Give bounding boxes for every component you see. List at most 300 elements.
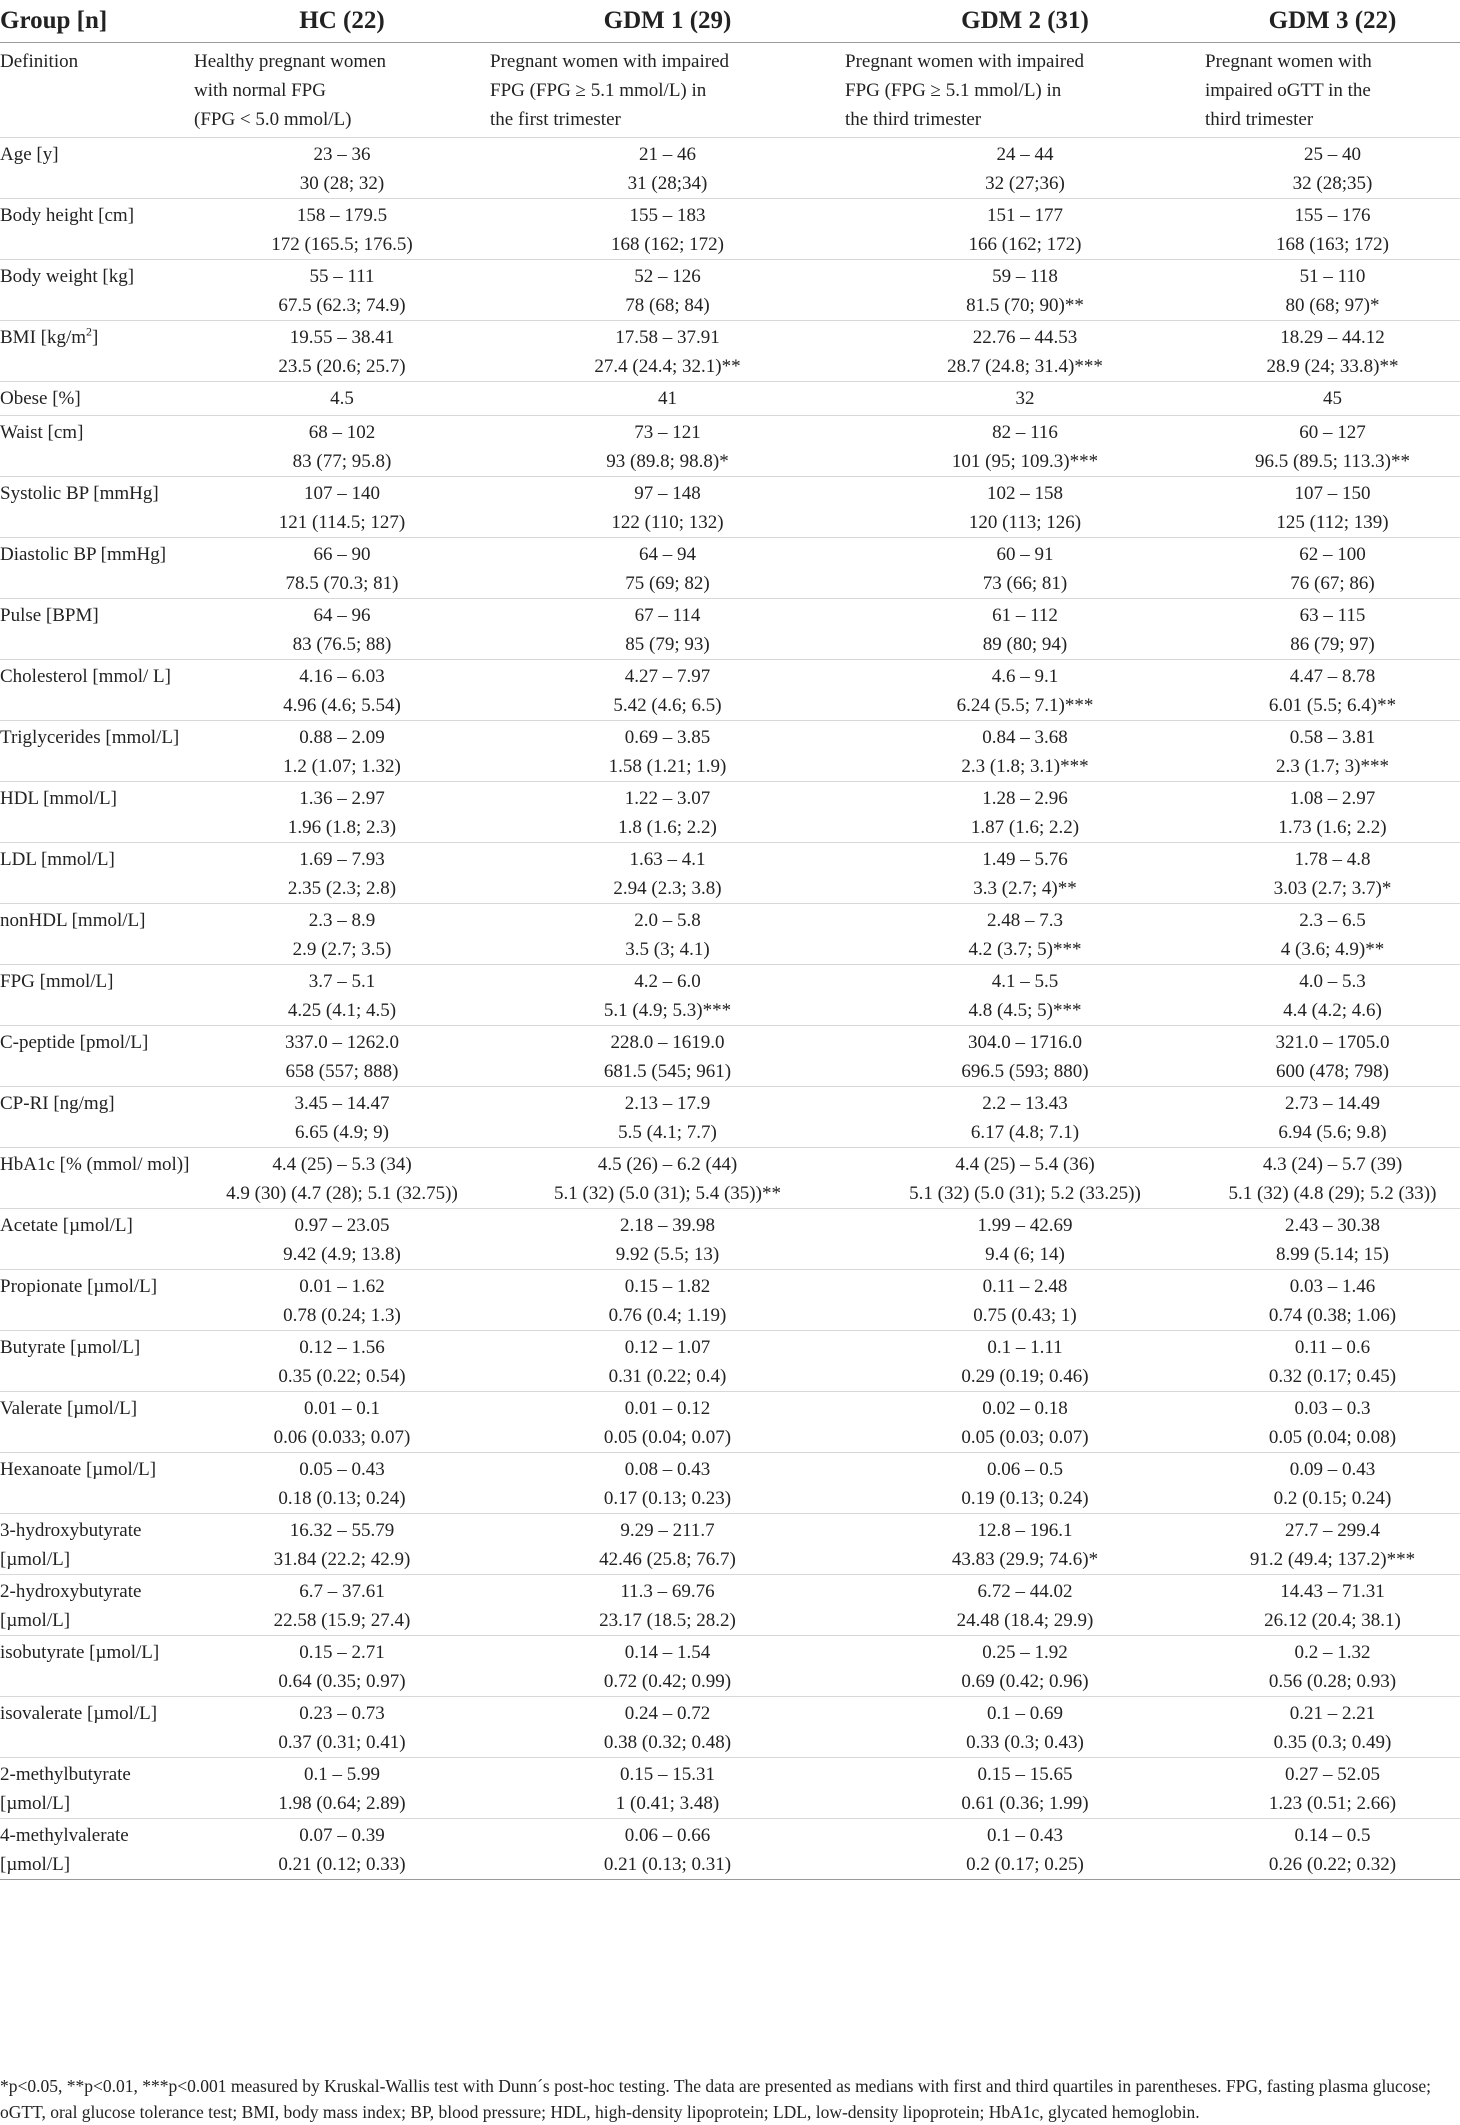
cell-hc [194,965,490,1026]
cell-hc [194,1758,490,1819]
cell-hc [194,1575,490,1636]
cell-gdm2 [845,1453,1205,1514]
value-median: 2.3 (1.7; 3)*** [1276,756,1389,777]
value-range: 4.6 – 9.1 [991,666,1059,687]
value-median: 0.35 (0.3; 0.49) [1273,1732,1392,1753]
cell-gdm1 [490,199,845,260]
value-range: 0.01 – 0.1 [304,1398,380,1419]
value-range: 51 – 110 [1299,266,1366,287]
cell-gdm3 [1205,260,1460,321]
table-row [0,416,1460,477]
value-median: 93 (89.8; 98.8)* [606,451,729,472]
value-median: 5.5 (4.1; 7.7) [618,1122,717,1143]
value-median: 0.38 (0.32; 0.48) [603,1732,732,1753]
value-range: 155 – 183 [629,205,706,226]
value-median: 1.2 (1.07; 1.32) [283,756,401,777]
value-median: 78.5 (70.3; 81) [285,573,399,594]
value-median: 1 (0.41; 3.48) [615,1793,720,1814]
row-label [0,1819,194,1880]
cell-gdm1 [490,1148,845,1209]
cell-gdm1 [490,1758,845,1819]
cell-gdm1 [490,1636,845,1697]
value-median: 0.37 (0.31; 0.41) [278,1732,406,1753]
table-row [0,660,1460,721]
value-range: 1.22 – 3.07 [624,788,711,809]
table-header [0,0,1460,43]
cell-gdm3 [1205,1514,1460,1575]
value-median: 91.2 (49.4; 137.2)*** [1249,1549,1416,1570]
value-median: 166 (162; 172) [968,234,1082,255]
cell-gdm3 [1205,965,1460,1026]
header-hc: HC (22) [194,0,490,43]
cell-hc [194,1697,490,1758]
cell-hc [194,477,490,538]
cell-gdm2 [845,1209,1205,1270]
value-range: 6.7 – 37.61 [299,1581,385,1602]
cell-gdm2 [845,1331,1205,1392]
value-median: 43.83 (29.9; 74.6)* [951,1549,1099,1570]
cell-hc [194,1514,490,1575]
value-range: 3.45 – 14.47 [294,1093,390,1114]
row-label [0,1148,194,1209]
table-row [0,1697,1460,1758]
cell-hc [194,321,490,382]
value-median: 2.94 (2.3; 3.8) [613,878,722,899]
value-range: 4.27 – 7.97 [624,666,711,687]
cell-hc [194,599,490,660]
value-range: 52 – 126 [634,266,701,287]
table-row [0,321,1460,382]
cell-gdm1 [490,1209,845,1270]
cell-gdm2 [845,382,1205,416]
value-median: 0.75 (0.43; 1) [973,1305,1077,1326]
value-range: 82 – 116 [992,422,1058,443]
table-row [0,1026,1460,1087]
value-range: 0.09 – 0.43 [1289,1459,1376,1480]
row-label-text: 2-methylbutyrate [µmol/L] [0,1764,131,1814]
row-label [0,1758,194,1819]
row-label-text: Body weight [kg] [0,266,135,287]
value-range: 0.01 – 0.12 [624,1398,711,1419]
value-range: 304.0 – 1716.0 [968,1032,1082,1053]
value-range: 60 – 91 [996,544,1054,565]
value-median: 0.05 (0.04; 0.07) [603,1427,732,1448]
value-range: 61 – 112 [992,605,1058,626]
cell-gdm3 [1205,1758,1460,1819]
value-range: 107 – 140 [304,483,380,504]
value-range: 0.15 – 15.65 [977,1764,1073,1785]
row-label [0,904,194,965]
cell-gdm3 [1205,1331,1460,1392]
cell-gdm2 [845,1697,1205,1758]
value-median: 85 (79; 93) [625,634,710,655]
row-label-text: HbA1c [% (mmol/ mol)] [0,1154,190,1175]
value-range: 0.05 – 0.43 [299,1459,385,1480]
value-range: 4.47 – 8.78 [1289,666,1376,687]
definition-line: Pregnant women with impaired [845,51,1085,72]
row-label [0,1392,194,1453]
value-median: 80 (68; 97)* [1285,295,1380,316]
value-range: 64 – 94 [639,544,696,565]
value-range: 4.2 – 6.0 [634,971,701,992]
value-median: 4.96 (4.6; 5.54) [283,695,401,716]
header-group: Group [n] [0,0,194,43]
value-median: 0.19 (0.13; 0.24) [961,1488,1089,1509]
cell-gdm1 [490,904,845,965]
row-label [0,199,194,260]
row-label [0,965,194,1026]
value-range: 63 – 115 [1299,605,1366,626]
value-range: 0.21 – 2.21 [1289,1703,1376,1724]
cell-gdm3 [1205,660,1460,721]
cell-gdm1 [490,660,845,721]
cell-hc [194,1087,490,1148]
value-median: 696.5 (593; 880) [961,1061,1089,1082]
cell-gdm2 [845,843,1205,904]
row-label-text: Systolic BP [mmHg] [0,483,159,504]
value-range: 321.0 – 1705.0 [1275,1032,1390,1053]
cell-gdm1 [490,1819,845,1880]
table-row [0,599,1460,660]
row-label-text: HDL [mmol/L] [0,788,117,809]
row-label-text: Waist [cm] [0,422,84,443]
cell-gdm1 [490,138,845,199]
cell-gdm3 [1205,1453,1460,1514]
value-median: 3.3 (2.7; 4)** [973,878,1077,899]
value-median: 681.5 (545; 961) [603,1061,732,1082]
value-median: 28.9 (24; 33.8)** [1266,356,1399,377]
value-range: 151 – 177 [987,205,1063,226]
value-range: 0.58 – 3.81 [1289,727,1376,748]
table-row [0,904,1460,965]
value-median: 125 (112; 139) [1276,512,1389,533]
value-median: 67.5 (62.3; 74.9) [278,295,406,316]
cell-hc [194,843,490,904]
value-median: 28.7 (24.8; 31.4)*** [947,356,1103,377]
value-range: 1.49 – 5.76 [982,849,1068,870]
value-range: 1.99 – 42.69 [977,1215,1073,1236]
definition-line: FPG (FPG ≥ 5.1 mmol/L) in [490,80,707,101]
cell-gdm1 [490,538,845,599]
cell-gdm1 [490,477,845,538]
value-median: 75 (69; 82) [625,573,710,594]
value-median: 120 (113; 126) [968,512,1082,533]
cell-gdm3 [1205,321,1460,382]
value-median: 26.12 (20.4; 38.1) [1264,1610,1401,1631]
value-median: 1.73 (1.6; 2.2) [1278,817,1387,838]
value-median: 27.4 (24.4; 32.1)** [594,356,741,377]
cell-gdm2 [845,1636,1205,1697]
value-median: 6.24 (5.5; 7.1)*** [956,695,1094,716]
value-range: 0.06 – 0.5 [987,1459,1063,1480]
row-label-text: FPG [mmol/L] [0,971,114,992]
value-range: 66 – 90 [313,544,371,565]
cell-gdm3 [1205,1392,1460,1453]
value-median: 1.23 (0.51; 2.66) [1268,1793,1397,1814]
cell-hc [194,782,490,843]
cell-gdm3 [1205,1575,1460,1636]
value-median: 0.17 (0.13; 0.23) [603,1488,732,1509]
value-range: 6.72 – 44.02 [977,1581,1073,1602]
cell-gdm2 [845,538,1205,599]
table-row [0,721,1460,782]
definition-line: the third trimester [845,109,982,130]
value-median: 5.1 (32) (4.8 (29); 5.2 (33)) [1228,1183,1437,1204]
table-row [0,1270,1460,1331]
row-label [0,843,194,904]
row-label-text: BMI [kg/m [0,327,87,348]
row-label [0,477,194,538]
value-range: 18.29 – 44.12 [1280,327,1385,348]
row-label [0,1575,194,1636]
value-median: 0.29 (0.19; 0.46) [961,1366,1089,1387]
value-range: 22.76 – 44.53 [972,327,1078,348]
value-median: 0.06 (0.033; 0.07) [273,1427,411,1448]
definition-line: impaired oGTT in the [1205,80,1371,101]
value-median: 9.4 (6; 14) [985,1244,1065,1265]
definition-hc [194,43,490,138]
value-range: 155 – 176 [1294,205,1371,226]
table-row [0,1453,1460,1514]
row-label [0,1697,194,1758]
value-range: 21 – 46 [639,144,696,165]
value-range: 0.08 – 0.43 [624,1459,711,1480]
definition-line: FPG (FPG ≥ 5.1 mmol/L) in [845,80,1062,101]
definition-line: third trimester [1205,109,1314,130]
row-label [0,1636,194,1697]
cell-gdm2 [845,1026,1205,1087]
value-range: 17.58 – 37.91 [615,327,720,348]
value-range: 3.7 – 5.1 [308,971,376,992]
value-range: 0.84 – 3.68 [982,727,1068,748]
value-median: 0.74 (0.38; 1.06) [1268,1305,1397,1326]
definition-line: (FPG < 5.0 mmol/L) [194,109,352,130]
row-label-text: Pulse [BPM] [0,605,99,626]
row-label-text: Triglycerides [mmol/L] [0,727,180,748]
value-range: 2.0 – 5.8 [634,910,701,931]
value-median: 0.2 (0.17; 0.25) [966,1854,1084,1875]
table-row [0,1087,1460,1148]
cell-hc [194,1453,490,1514]
cell-gdm3 [1205,1819,1460,1880]
value-range: 0.23 – 0.73 [299,1703,385,1724]
value-median: 4.8 (4.5; 5)*** [968,1000,1082,1021]
value-median: 89 (80; 94) [982,634,1068,655]
cell-gdm2 [845,1392,1205,1453]
value-median: 6.01 (5.5; 6.4)** [1268,695,1397,716]
cell-hc [194,1331,490,1392]
value-range: 1.08 – 2.97 [1289,788,1376,809]
value-range: 1.69 – 7.93 [299,849,385,870]
cell-gdm3 [1205,416,1460,477]
value-median: 22.58 (15.9; 27.4) [273,1610,411,1631]
value-range: 0.14 – 1.54 [624,1642,711,1663]
cell-gdm3 [1205,1697,1460,1758]
value-median: 4.25 (4.1; 4.5) [287,1000,397,1021]
value-range: 45 [1323,388,1342,409]
row-label-text: C-peptide [pmol/L] [0,1032,149,1053]
cell-gdm1 [490,1392,845,1453]
value-median: 31 (28;34) [627,173,708,194]
table-row [0,843,1460,904]
table-row [0,1758,1460,1819]
value-median: 1.96 (1.8; 2.3) [287,817,397,838]
value-range: 0.15 – 1.82 [624,1276,711,1297]
value-median: 0.05 (0.04; 0.08) [1268,1427,1397,1448]
value-range: 14.43 – 71.31 [1280,1581,1385,1602]
cell-gdm3 [1205,1270,1460,1331]
value-range: 0.88 – 2.09 [299,727,385,748]
cell-hc [194,199,490,260]
value-median: 122 (110; 132) [611,512,724,533]
value-median: 76 (67; 86) [1290,573,1375,594]
definition-gdm2 [845,43,1205,138]
cell-gdm2 [845,782,1205,843]
value-median: 0.72 (0.42; 0.99) [603,1671,732,1692]
value-range: 0.12 – 1.07 [624,1337,711,1358]
cell-gdm3 [1205,382,1460,416]
value-median: 30 (28; 32) [299,173,385,194]
value-range: 64 – 96 [313,605,371,626]
value-median: 0.18 (0.13; 0.24) [278,1488,406,1509]
cell-gdm2 [845,1819,1205,1880]
value-median: 121 (114.5; 127) [278,512,406,533]
value-range: 0.15 – 2.71 [299,1642,385,1663]
row-label-text: Diastolic BP [mmHg] [0,544,167,565]
cell-gdm2 [845,965,1205,1026]
row-label [0,1026,194,1087]
row-label-text: Age [y] [0,144,59,165]
value-range: 59 – 118 [992,266,1058,287]
value-median: 1.8 (1.6; 2.2) [618,817,717,838]
cell-hc [194,1636,490,1697]
value-median: 0.76 (0.4; 1.19) [608,1305,727,1326]
definition-line: Pregnant women with impaired [490,51,730,72]
value-range: 0.15 – 15.31 [620,1764,715,1785]
value-range: 1.28 – 2.96 [982,788,1068,809]
value-range: 228.0 – 1619.0 [610,1032,725,1053]
value-median: 5.1 (32) (5.0 (31); 5.4 (35))** [554,1183,781,1204]
cell-gdm1 [490,321,845,382]
value-median: 1.58 (1.21; 1.9) [608,756,727,777]
row-label [0,538,194,599]
value-range: 0.14 – 0.5 [1294,1825,1371,1846]
row-label-text: Obese [%] [0,388,81,409]
value-range: 4.3 (24) – 5.7 (39) [1262,1154,1403,1175]
value-median: 24.48 (18.4; 29.9) [956,1610,1094,1631]
definition-line: the first trimester [490,109,621,130]
cell-gdm1 [490,1575,845,1636]
cell-gdm3 [1205,538,1460,599]
cell-hc [194,904,490,965]
value-range: 0.1 – 0.69 [987,1703,1063,1724]
cell-hc [194,416,490,477]
value-median: 1.87 (1.6; 2.2) [970,817,1080,838]
cell-gdm2 [845,904,1205,965]
value-range: 102 – 158 [987,483,1063,504]
value-range: 19.55 – 38.41 [289,327,395,348]
value-range: 25 – 40 [1304,144,1361,165]
value-range: 1.63 – 4.1 [629,849,706,870]
value-median: 168 (162; 172) [611,234,724,255]
value-median: 0.32 (0.17; 0.45) [1268,1366,1397,1387]
value-range: 1.78 – 4.8 [1294,849,1371,870]
definition-label: Definition [0,51,79,72]
value-median: 1.98 (0.64; 2.89) [278,1793,406,1814]
cell-gdm2 [845,477,1205,538]
value-range: 41 [658,388,677,409]
cell-gdm3 [1205,1087,1460,1148]
row-label [0,721,194,782]
definition-line: Healthy pregnant women [194,51,387,72]
value-range: 0.1 – 0.43 [987,1825,1063,1846]
value-range: 60 – 127 [1299,422,1366,443]
table-row [0,477,1460,538]
value-range: 0.02 – 0.18 [982,1398,1068,1419]
cell-hc [194,1026,490,1087]
cell-gdm1 [490,782,845,843]
table-row [0,1331,1460,1392]
cell-gdm2 [845,321,1205,382]
value-median: 86 (79; 97) [1290,634,1375,655]
row-label-text: Propionate [µmol/L] [0,1276,158,1297]
value-range: 67 – 114 [634,605,701,626]
header-gdm3: GDM 3 (22) [1205,0,1460,43]
value-range: 0.11 – 2.48 [982,1276,1068,1297]
cell-gdm3 [1205,199,1460,260]
cell-gdm2 [845,199,1205,260]
value-median: 5.1 (32) (5.0 (31); 5.2 (33.25)) [909,1183,1141,1204]
row-label-text: isobutyrate [µmol/L] [0,1642,160,1663]
value-median: 96.5 (89.5; 113.3)** [1255,451,1410,472]
row-label-text: Hexanoate [µmol/L] [0,1459,157,1480]
cell-gdm2 [845,1575,1205,1636]
value-median: 0.21 (0.13; 0.31) [603,1854,732,1875]
value-median: 73 (66; 81) [982,573,1068,594]
value-range: 0.03 – 1.46 [1289,1276,1376,1297]
cell-hc [194,1392,490,1453]
row-label-text: 3-hydroxybutyrate [µmol/L] [0,1520,142,1570]
cell-gdm1 [490,382,845,416]
row-label-text: CP-RI [ng/mg] [0,1093,115,1114]
value-median: 4.2 (3.7; 5)*** [968,939,1082,960]
table-row [0,782,1460,843]
value-median: 3.5 (3; 4.1) [625,939,710,960]
cell-gdm3 [1205,599,1460,660]
value-median: 9.92 (5.5; 13) [615,1244,720,1265]
header-gdm2: GDM 2 (31) [845,0,1205,43]
cell-hc [194,721,490,782]
cell-gdm1 [490,1514,845,1575]
row-label [0,1209,194,1270]
value-median: 2.9 (2.7; 3.5) [292,939,392,960]
value-range: 9.29 – 211.7 [620,1520,715,1541]
cell-gdm3 [1205,1209,1460,1270]
cell-gdm2 [845,660,1205,721]
value-range: 0.69 – 3.85 [624,727,711,748]
cell-gdm1 [490,1331,845,1392]
value-median: 2.3 (1.8; 3.1)*** [961,756,1089,777]
cell-gdm1 [490,1270,845,1331]
value-median: 172 (165.5; 176.5) [271,234,413,255]
table-row [0,1819,1460,1880]
value-median: 0.33 (0.3; 0.43) [966,1732,1084,1753]
row-label [0,43,194,138]
row-label [0,1514,194,1575]
value-median: 2.35 (2.3; 2.8) [287,878,397,899]
value-range: 2.13 – 17.9 [624,1093,711,1114]
cell-gdm3 [1205,1636,1460,1697]
